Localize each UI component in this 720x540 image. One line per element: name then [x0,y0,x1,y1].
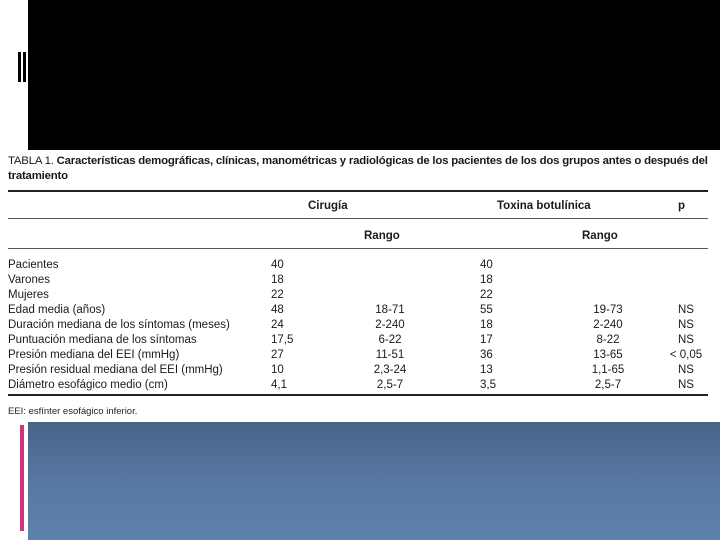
subheader-rule [8,248,708,249]
cirugia-value: 22 [271,289,284,301]
cirugia-value: 10 [271,364,284,376]
table-bottom-rule [8,394,708,396]
row-label: Varones [8,274,50,286]
header-p: p [678,200,686,212]
row-label: Diámetro esofágico medio (cm) [8,379,168,391]
p-value: NS [678,379,694,391]
toxina-rango: 19-73 [593,304,623,316]
corner-decoration-bar-1 [18,52,21,82]
caption-title: Características demográficas, clínicas, manométricas y radiológicas de los pacientes de los dos grupos antes o después del tratamiento [8,155,708,182]
p-value: NS [678,364,694,376]
cirugia-rango: 6-22 [378,334,402,346]
row-label: Mujeres [8,289,49,301]
cirugia-value: 48 [271,304,284,316]
row-label: Edad media (años) [8,304,106,316]
toxina-rango: 2,5-7 [594,379,622,391]
table-row [0,334,720,349]
row-label: Presión mediana del EEI (mmHg) [8,349,180,361]
cirugia-value: 24 [271,319,284,331]
table-row [0,274,720,289]
toxina-rango: 8-22 [596,334,620,346]
slide-header-band [28,0,720,150]
table-row [0,259,720,274]
row-label: Puntuación mediana de los síntomas [8,334,197,346]
row-label: Presión residual mediana del EEI (mmHg) [8,364,223,376]
p-value: NS [678,319,694,331]
table-footnote: EEI: esfínter esofágico inferior. [8,406,138,417]
table-top-rule [8,190,708,192]
header-toxina: Toxina botulínica [497,200,591,212]
toxina-value: 18 [480,319,493,331]
toxina-rango: 13-65 [593,349,623,361]
toxina-rango: 2-240 [593,319,623,331]
toxina-value: 13 [480,364,493,376]
toxina-value: 18 [480,274,493,286]
row-label: Pacientes [8,259,59,271]
table-row [0,304,720,319]
toxina-value: 36 [480,349,493,361]
p-value: NS [678,304,694,316]
cirugia-rango: 2,5-7 [376,379,404,391]
table-row [0,364,720,379]
row-label: Duración mediana de los síntomas (meses) [8,319,230,331]
header-rango-toxina: Rango [582,230,618,242]
cirugia-value: 4,1 [271,379,287,391]
p-value: < 0,05 [669,349,703,361]
toxina-rango: 1,1-65 [591,364,625,376]
table-row [0,289,720,304]
table-row [0,319,720,334]
toxina-value: 55 [480,304,493,316]
header-rule [8,218,708,219]
cirugia-rango: 2,3-24 [373,364,407,376]
cirugia-value: 27 [271,349,284,361]
toxina-value: 22 [480,289,493,301]
cirugia-value: 40 [271,259,284,271]
toxina-value: 17 [480,334,493,346]
slide-footer-band [28,422,720,540]
accent-bar [20,425,24,531]
p-value: NS [678,334,694,346]
cirugia-rango: 11-51 [375,349,405,361]
cirugia-value: 18 [271,274,284,286]
cirugia-value: 17,5 [271,334,294,346]
corner-decoration-bar-2 [23,52,26,82]
header-rango-cirugia: Rango [364,230,400,242]
caption-prefix: TABLA 1. [8,155,57,167]
toxina-value: 3,5 [480,379,496,391]
cirugia-rango: 18-71 [375,304,405,316]
header-cirugia: Cirugía [308,200,348,212]
table-row [0,379,720,394]
toxina-value: 40 [480,259,493,271]
table-figure [0,150,720,422]
table-caption [8,154,708,184]
table-row [0,349,720,364]
cirugia-rango: 2-240 [375,319,405,331]
